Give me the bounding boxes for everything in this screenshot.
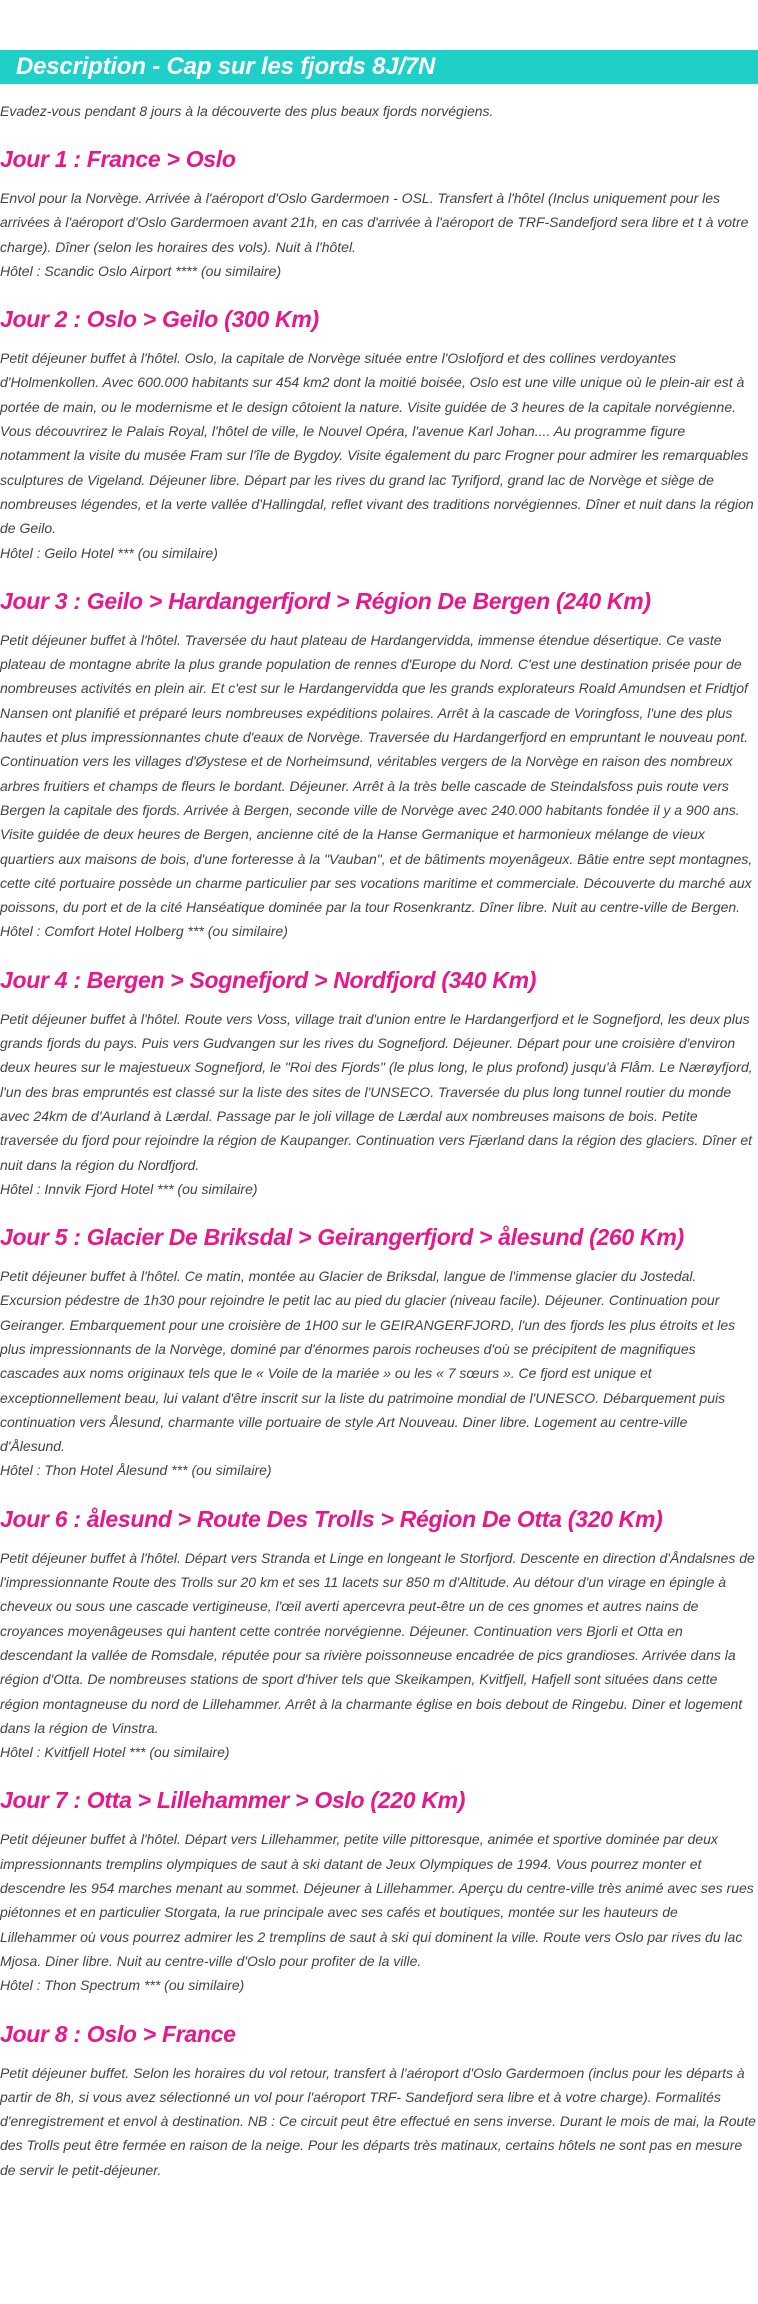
day-hotel: Hôtel : Thon Spectrum *** (ou similaire): [0, 1977, 245, 1994]
day-title: Jour 6 : ålesund > Route Des Trolls > Région De Otta (320 Km): [0, 1505, 663, 1532]
day-hotel: Hôtel : Geilo Hotel *** (ou similaire): [0, 544, 218, 561]
intro-text: Evadez-vous pendant 8 jours à la découverte des plus beaux fjords norvégiens.: [0, 103, 494, 119]
day-hotel: Hôtel : Thon Hotel Ålesund *** (ou similaire): [0, 1462, 272, 1479]
day-hotel: Hôtel : Innvik Fjord Hotel *** (ou similaire): [0, 1180, 258, 1197]
day-hotel: Hôtel : Comfort Hotel Holberg *** (ou similaire): [0, 923, 288, 940]
itinerary-page: [0, 50, 758, 2182]
day-description: Envol pour la Norvège. Arrivée à l'aéroport d'Oslo Gardermoen - OSL. Transfert à l'hôtel (Inclus uniquement pour les arrivées à l'aéroport d'Oslo Gardermoen avant 21h, en cas d'arrivée à l'aéroport de TRF-Sandefjord sera libre et t à votre charge). Dîner (selon les horaires des vols). Nuit à l'hôtel.: [0, 190, 749, 255]
day-title: Jour 1 : France > Oslo: [0, 146, 236, 172]
day-2-section: [0, 304, 758, 565]
day-hotel: Hôtel : Scandic Oslo Airport **** (ou similaire): [0, 262, 282, 279]
day-title: Jour 2 : Oslo > Geilo (300 Km): [0, 306, 319, 333]
day-description: Petit déjeuner buffet à l'hôtel. Ce matin, montée au Glacier de Briksdal, langue de l'immense glacier du Jostedal. Excursion pédestre de 1h30 pour rejoindre le petit lac au pied du glacier (niveau facile). Déjeuner. Continuation pour Geiranger. Embarquement pour une croisière de 1H00 sur le GEIRANGERFJORD, l'un des fjords les plus étroits et les plus impressionnants de la Norvège, dominé par d'énormes parois rocheuses d'où se précipitent de magnifiques cascades aux noms originaux tels que le « Voile de la mariée » ou les « 7 sœurs ». Ce fjord est unique et exceptionnellement beau, lui valant d'être inscrit sur la liste du patrimoine mondial de l'UNESCO. Débarquement puis continuation vers Ålesund, charmante ville portuaire de style Art Nouveau. Diner libre. Logement au centre-ville d'Ålesund.: [0, 1268, 736, 1455]
day-description: Petit déjeuner buffet à l'hôtel. Oslo, la capitale de Norvège située entre l'Oslofjord et des collines verdoyantes d'Holmenkollen. Avec 600.000 habitants sur 454 km2 dont la moitié boisée, Oslo est une ville unique où le plein-air est à portée de main, ou le modernisme et le design côtoient la nature. Visite guidée de 3 heures de la capitale norvégienne. Vous découvrirez le Palais Royal, l'hôtel de ville, le Nouvel Opéra, l'avenue Karl Johan.... Au programme figure notamment la visite du musée Fram sur l'île de Bygdoy. Visite également du parc Frogner pour admirer les remarquables sculptures de Vigeland. Déjeuner libre. Départ par les rives du grand lac Tyrifjord, grand lac de Norvège et siège de nombreuses légendes, et la verte vallée d'Hallingdal, reflet vivant des traditions norvégiennes. Dîner et nuit dans la région de Geilo.: [0, 350, 754, 537]
day-description: Petit déjeuner buffet. Selon les horaires du vol retour, transfert à l'aéroport d'Oslo Gardermoen (inclus pour les départs à partir de 8h, si vous avez sélectionné un vol pour l'aéroport TRF- Sandefjord sera libre et à votre charge). Formalités d'enregistrement et envol à destination. NB : Ce circuit peut être effectué en sens inverse. Durant le mois de mai, la Route des Trolls peut être fermée en raison de la neige. Pour les départs très matinaux, certains hôtels ne sont pas en mesure de servir le petit-déjeuner.: [0, 2064, 756, 2178]
page-title: Description - Cap sur les fjords 8J/7N: [16, 53, 436, 80]
day-title: Jour 5 : Glacier De Briksdal > Geirangerfjord > ålesund (260 Km): [0, 1224, 684, 1251]
day-hotel: Hôtel : Kvitfjell Hotel *** (ou similaire): [0, 1744, 230, 1761]
day-description: Petit déjeuner buffet à l'hôtel. Départ vers Stranda et Linge en longeant le Storfjord. Descente en direction d'Åndalsnes de l'impressionnante Route des Trolls sur 20 km et ses 11 lacets sur 850 m d'Altitude. Au détour d'un virage en épingle à cheveux ou sous une cascade vertigineuse, l'œil averti apercevra peut-être un de ces gnomes et autres nains de croyances moyenâgeuses qui hantent cette contrée norvégienne. Déjeuner. Continuation vers Bjorli et Otta en descendant la vallée de Romsdale, réputée pour sa rivière poissonneuse encadrée de pics grandioses. Arrivée dans la région d'Otta. De nombreuses stations de sport d'hiver tels que Skeikampen, Kvitfjell, Hafjell sont situées dans cette région montagneuse du nord de Lillehammer. Arrêt à la charmante église en bois debout de Ringebu. Diner et logement dans la région de Vinstra.: [0, 1549, 755, 1736]
day-8-section: [0, 2019, 758, 2182]
day-description: Petit déjeuner buffet à l'hôtel. Départ vers Lillehammer, petite ville pittoresque, animée et sportive dominée par deux impressionnants tremplins olympiques de saut à ski datant de Jeux Olympiques de 1994. Vous pourrez monter et descendre les 954 marches menant au sommet. Déjeuner à Lillehammer. Aperçu du centre-ville très animé avec ses rues piétonnes et en particulier Storgata, la rue principale avec ses cafés et boutiques, montée sur les hauteurs de Lillehammer où vous pourrez admirer les 2 tremplins de saut à ski qui dominent la ville. Route vers Oslo par rives du lac Mjosa. Diner libre. Nuit au centre-ville d'Oslo pour profiter de la ville.: [0, 1831, 754, 1969]
day-description: Petit déjeuner buffet à l'hôtel. Traversée du haut plateau de Hardangervidda, immense étendue désertique. Ce vaste plateau de montagne abrite la plus grande population de rennes d'Europe du Nord. C'est une destination prisée pour de nombreuses activités en plein air. Et c'est sur le Hardangervidda que les grands explorateurs Roald Amundsen et Fridtjof Nansen ont planifié et préparé leurs nombreuses expéditions polaires. Arrêt à la cascade de Voringfoss, l'une des plus hautes et plus impressionnantes chute d'eaux de Norvège. Traversée du Hardangerfjord en empruntant le nouveau pont. Continuation vers les villages d'Øystese et de Norheimsund, véritables vergers de la Norvège en raison des nombreux arbres fruitiers et champs de fleurs le bordant. Déjeuner. Arrêt à la très belle cascade de Steindalsfoss puis route vers Bergen la capitale des fjords. Arrivée à Bergen, seconde ville de Norvège avec 240.000 habitants fondée il y a 900 ans. Visite guidée de deux heures de Bergen, ancienne cité de la Hanse Germanique et harmonieux mélange de vieux quartiers aux maisons de bois, d'une forteresse à la "Vauban", et de bâtiments moyenâgeux. Bâtie entre sept montagnes, cette cité portuaire possède un charme particulier par ses vocations maritime et commerciale. Découverte du marché aux poissons, du port et de la cité Hanséatique dominée par la tour Rosenkrantz. Dîner libre. Nuit au centre-ville de Bergen.: [0, 631, 753, 916]
description-header: [0, 50, 758, 84]
day-description: Petit déjeuner buffet à l'hôtel. Route vers Voss, village trait d'union entre le Hardangerfjord et le Sognefjord, les deux plus grands fjords du pays. Puis vers Gudvangen sur les rives du Sognefjord. Déjeuner. Départ pour une croisière d'environ deux heures sur le majestueux Sognefjord, le "Roi des Fjords" (le plus long, le plus profond) jusqu'à Flåm. Le Nærøyfjord, l'un des bras empruntés est classé sur la liste des sites de l'UNSECO. Traversée du plus long tunnel routier du monde avec 24km de d'Aurland à Lærdal. Passage par le joli village de Lærdal aux nombreuses maisons de bois. Petite traversée du fjord pour rejoindre la région de Kaupanger. Continuation vers Fjærland dans la région des glaciers. Dîner et nuit dans la région du Nordfjord.: [0, 1010, 753, 1173]
day-7-section: [0, 1785, 758, 1997]
day-title: Jour 3 : Geilo > Hardangerfjord > Région De Bergen (240 Km): [0, 587, 651, 614]
day-4-section: [0, 965, 758, 1201]
day-title: Jour 4 : Bergen > Sognefjord > Nordfjord (340 Km): [0, 966, 537, 993]
day-1-section: [0, 144, 758, 283]
day-5-section: [0, 1222, 758, 1483]
day-title: Jour 7 : Otta > Lillehammer > Oslo (220 Km): [0, 1787, 466, 1814]
day-6-section: [0, 1504, 758, 1765]
day-title: Jour 8 : Oslo > France: [0, 2020, 236, 2047]
day-3-section: [0, 586, 758, 944]
